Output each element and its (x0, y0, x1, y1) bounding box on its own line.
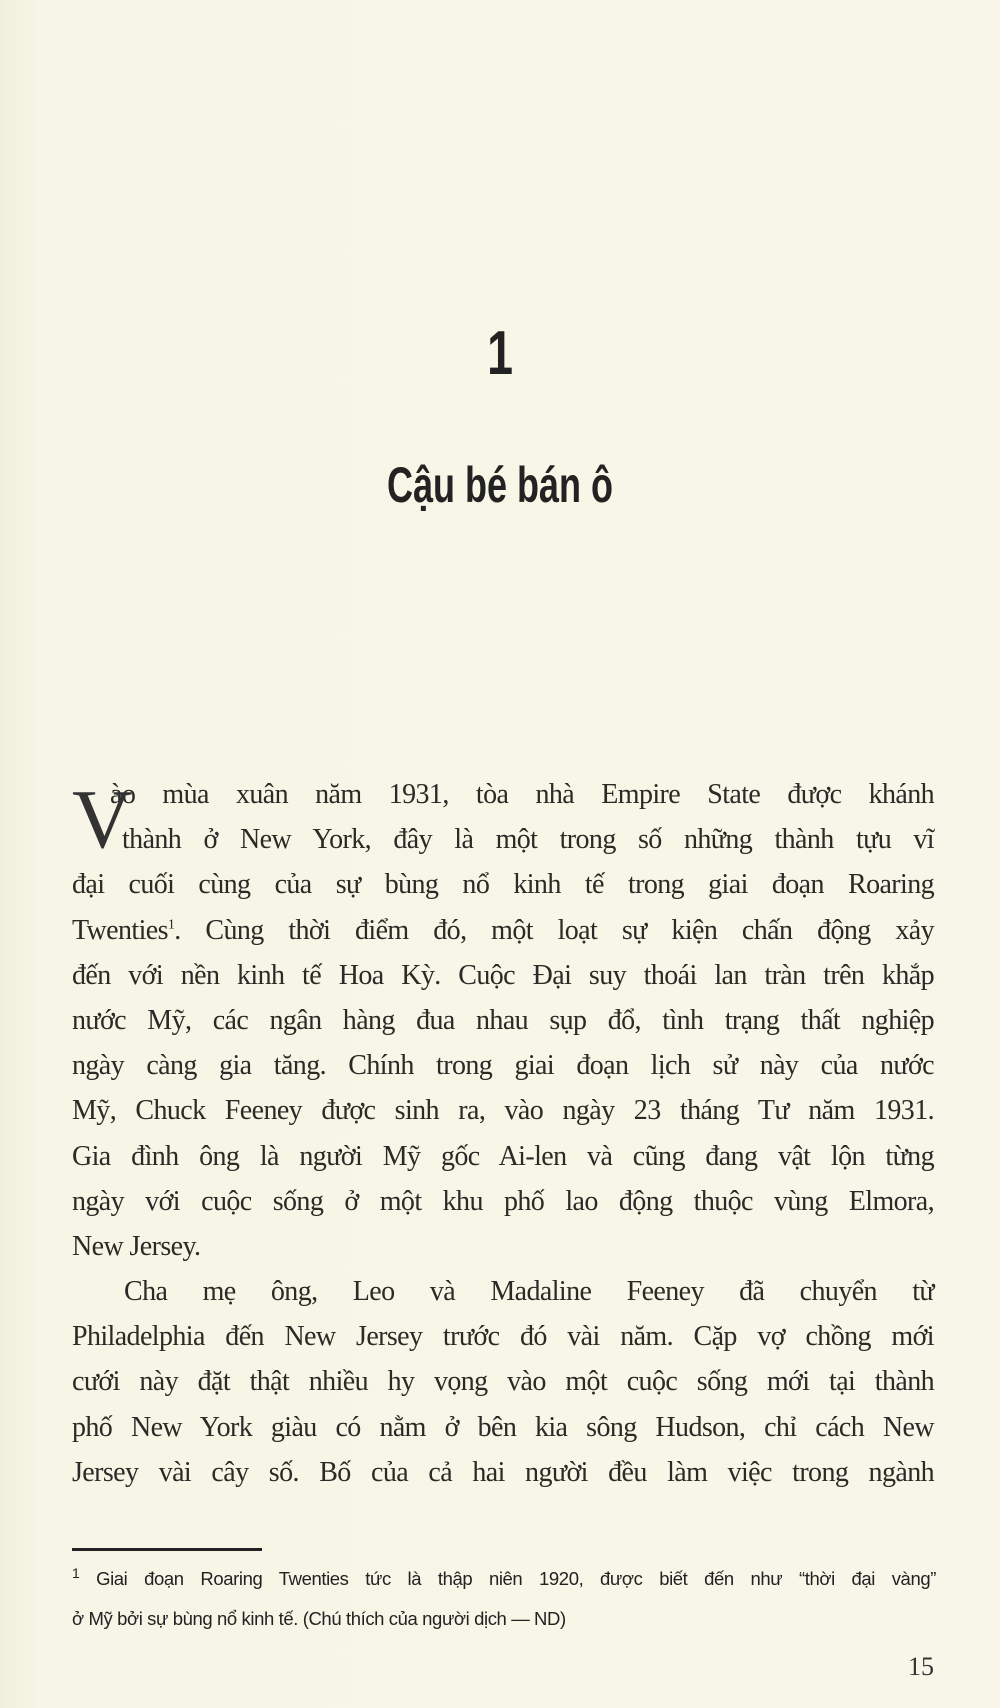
footnote-line: ở Mỹ bởi sự bùng nổ kinh tế. (Chú thích của người dịch — ND) (72, 1608, 566, 1629)
text-line: cưới này đặt thật nhiều hy vọng vào một cuộc sống mới tại thành (72, 1366, 934, 1398)
footnote-divider (72, 1548, 262, 1551)
text-line: Philadelphia đến New Jersey trước đó vài năm. Cặp vợ chồng mới (72, 1321, 934, 1353)
text-line: Jersey vài cây số. Bố của cả hai người đều làm việc trong ngành (72, 1456, 934, 1488)
text-line: thành ở New York, đây là một trong số những thành tựu vĩ (122, 824, 934, 856)
chapter-title-text: Cậu bé bán ô (386, 457, 614, 513)
page-number: 15 (908, 1652, 934, 1681)
text-line: đại cuối cùng của sự bùng nổ kinh tế trong giai đoạn Roaring (72, 869, 934, 901)
text-line: Cha mẹ ông, Leo và Madaline Feeney đã chuyển từ (124, 1276, 934, 1308)
text-line: New Jersey. (72, 1230, 201, 1262)
chapter-number: 1 (487, 319, 513, 388)
text-span: Twenties (72, 914, 168, 946)
text-line: nước Mỹ, các ngân hàng đua nhau sụp đổ, tình trạng thất nghiệp (72, 1004, 934, 1036)
chapter-title (0, 456, 1000, 514)
footnote-line (72, 1564, 936, 1590)
text-line: ngày càng gia tăng. Chính trong giai đoạn lịch sử này của nước (72, 1050, 934, 1082)
footnote-text: Giai đoạn Roaring Twenties tức là thập niên 1920, được biết đến như “thời đại vàng” (79, 1568, 936, 1589)
text-line: đến với nền kinh tế Hoa Kỳ. Cuộc Đại suy thoái lan tràn trên khắp (72, 959, 934, 991)
text-line: Mỹ, Chuck Feeney được sinh ra, vào ngày 23 tháng Tư năm 1931. (72, 1095, 934, 1127)
body-text (72, 772, 934, 1495)
paragraph-2 (72, 1269, 934, 1495)
drop-cap: V (72, 773, 133, 866)
text-line (72, 908, 934, 953)
paragraph-1 (72, 772, 934, 1269)
text-line: Gia đình ông là người Mỹ gốc Ai-len và cũng đang vật lộn từng (72, 1140, 934, 1172)
footnote-number: 1 (72, 1564, 80, 1581)
text-line: ngày với cuộc sống ở một khu phố lao động thuộc vùng Elmora, (72, 1185, 934, 1217)
text-line: ào mùa xuân năm 1931, tòa nhà Empire State được khánh (110, 779, 934, 810)
footnote-marker[interactable]: 1 (167, 917, 175, 933)
text-span: . Cùng thời điểm đó, một loạt sự kiện chấn động xảy (174, 914, 934, 946)
text-line: phố New York giàu có nằm ở bên kia sông Hudson, chỉ cách New (72, 1411, 934, 1443)
